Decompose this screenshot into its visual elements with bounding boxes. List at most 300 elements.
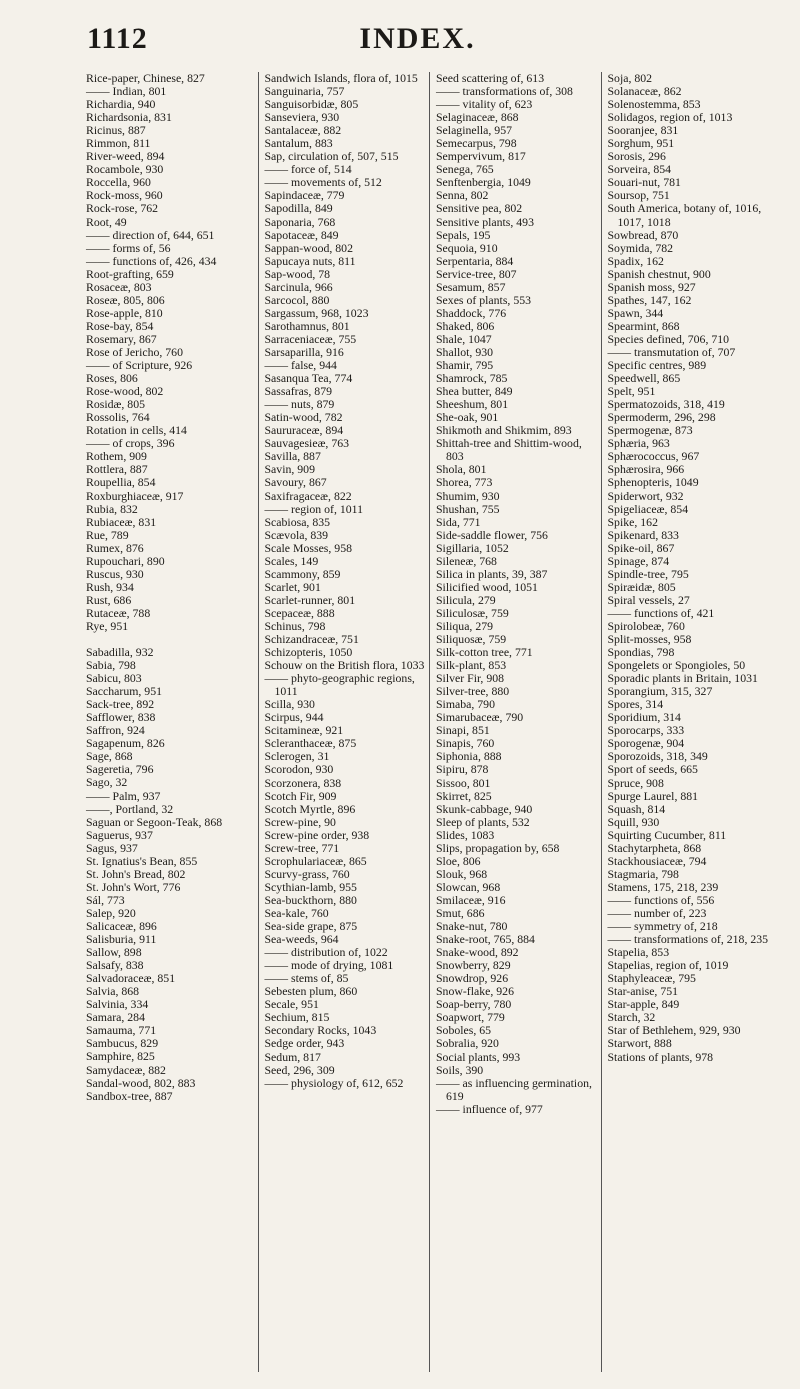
index-entry: —— force of, 514 <box>264 162 352 177</box>
index-entry: Spiræidæ, 805 <box>607 579 676 594</box>
index-entry: Sedge order, 943 <box>264 1036 345 1051</box>
index-entry: —— as influencing germination, 619 <box>436 1075 592 1103</box>
index-entry: Screw-pine order, 938 <box>264 827 370 842</box>
index-entry: —— stems of, 85 <box>264 971 349 986</box>
index-entry: Screw-pine, 90 <box>264 814 336 829</box>
index-entry: Silver Fir, 908 <box>436 671 505 686</box>
index-entry: Roccella, 960 <box>86 175 151 190</box>
index-entry: Rock-moss, 960 <box>86 188 163 203</box>
index-entry: Santalum, 883 <box>264 136 333 151</box>
index-entry: Sago, 32 <box>86 775 128 790</box>
index-entry: She-oak, 901 <box>436 410 499 425</box>
index-entry: Savoury, 867 <box>264 475 327 490</box>
index-entry: Seed, 296, 309 <box>264 1062 335 1077</box>
index-entry: Simarubaceæ, 790 <box>436 710 524 725</box>
index-entry: —— Indian, 801 <box>86 84 167 99</box>
index-entry: Spathes, 147, 162 <box>607 292 692 307</box>
index-entry: Saxifragaceæ, 822 <box>264 488 352 503</box>
index-entry: Sapucaya nuts, 811 <box>264 253 356 268</box>
index-entry: Sarcinula, 966 <box>264 279 333 294</box>
index-entry: Salsafy, 838 <box>86 958 144 973</box>
index-entry: Sporadic plants in Britain, 1031 <box>607 671 758 686</box>
index-entry: Schouw on the British flora, 1033 <box>264 658 425 673</box>
index-entry: Samara, 284 <box>86 1010 145 1025</box>
index-entry: Spermoderm, 296, 298 <box>607 410 716 425</box>
index-entry: Species defined, 706, 710 <box>607 331 730 346</box>
index-entry: Slowcan, 968 <box>436 879 501 894</box>
index-entry: Sargassum, 968, 1023 <box>264 305 369 320</box>
index-entry: —— forms of, 56 <box>86 240 171 255</box>
index-entry: Scitamineæ, 921 <box>264 723 344 738</box>
index-entry: Scævola, 839 <box>264 527 329 542</box>
index-entry: Social plants, 993 <box>436 1049 521 1064</box>
index-entry: Rutaceæ, 788 <box>86 605 151 620</box>
index-entry: —— region of, 1011 <box>264 501 364 516</box>
index-entry: Rosemary, 867 <box>86 331 157 346</box>
index-entry: —— functions of, 556 <box>607 892 715 907</box>
index-entry: —— transformations of, 218, 235 <box>607 932 769 947</box>
index-entry: Silicula, 279 <box>436 592 496 607</box>
index-entry: Sauvagesieæ, 763 <box>264 436 350 451</box>
index-entry: Spiral vessels, 27 <box>607 592 690 607</box>
index-entry: Schizandraceæ, 751 <box>264 632 359 647</box>
index-entry: Scilla, 930 <box>264 697 315 712</box>
index-entry: Secale, 951 <box>264 997 319 1012</box>
index-entry: Rubia, 832 <box>86 501 138 516</box>
index-entry: Rose-wood, 802 <box>86 384 164 399</box>
index-column-2 <box>258 72 430 1372</box>
index-entry: —— phyto-geographic regions, 1011 <box>264 671 415 699</box>
index-entry: —— transmutation of, 707 <box>607 344 736 359</box>
index-column-4 <box>601 72 773 1372</box>
index-entry: Sassafras, 879 <box>264 384 332 399</box>
index-entry: Spongelets or Spongioles, 50 <box>607 658 746 673</box>
index-entry: Skunk-cabbage, 940 <box>436 801 533 816</box>
index-entry: Spores, 314 <box>607 697 664 712</box>
index-entry: Sagus, 937 <box>86 840 138 855</box>
index-entry: Sapindaceæ, 779 <box>264 188 345 203</box>
index-entry: Spawn, 344 <box>607 305 664 320</box>
index-entry: Rust, 686 <box>86 592 132 607</box>
index-entry: Samphire, 825 <box>86 1049 155 1064</box>
index-entry: Selaginella, 957 <box>436 123 513 138</box>
index-entry: Sasanqua Tea, 774 <box>264 371 353 386</box>
index-entry: —— Palm, 937 <box>86 788 161 803</box>
index-entry: Squirting Cucumber, 811 <box>607 827 727 842</box>
index-entry: Siliquosæ, 759 <box>436 632 507 647</box>
index-entry: Sporogenæ, 904 <box>607 736 685 751</box>
index-entry: —— functions of, 426, 434 <box>86 253 217 268</box>
index-entry: Soils, 390 <box>436 1062 484 1077</box>
index-entry: Sphærosira, 966 <box>607 462 685 477</box>
index-entry: Sambucus, 829 <box>86 1036 159 1051</box>
index-entry: Soymida, 782 <box>607 240 674 255</box>
index-entry: Slides, 1083 <box>436 827 495 842</box>
index-entry: Rocambole, 930 <box>86 162 164 177</box>
index-entry: Scythian-lamb, 955 <box>264 879 357 894</box>
index-entry: Squash, 814 <box>607 801 666 816</box>
index-entry: Sowbread, 870 <box>607 227 679 242</box>
index-entry: Rosaceæ, 803 <box>86 279 152 294</box>
index-entry: —— movements of, 512 <box>264 175 382 190</box>
index-entry: Sabia, 798 <box>86 658 136 673</box>
index-entry: Stagmaria, 798 <box>607 866 679 881</box>
index-entry: Sigillaria, 1052 <box>436 540 509 555</box>
index-entry: Sida, 771 <box>436 514 481 529</box>
index-entry: Rose-apple, 810 <box>86 305 163 320</box>
index-entry: Sandwich Islands, flora of, 1015 <box>264 71 418 85</box>
index-entry: Scorodon, 930 <box>264 762 334 777</box>
index-entry: —— nuts, 879 <box>264 397 335 412</box>
index-entry: Sexes of plants, 553 <box>436 292 532 307</box>
index-entry: Sphenopteris, 1049 <box>607 475 699 490</box>
index-entry: Spearmint, 868 <box>607 318 680 333</box>
index-entry: Snake-wood, 892 <box>436 945 519 960</box>
running-title: INDEX. <box>359 22 476 55</box>
index-entry: Roses, 806 <box>86 371 138 386</box>
index-entry: Sabicu, 803 <box>86 671 142 686</box>
index-entry: Senna, 802 <box>436 188 489 203</box>
index-entry: Soapwort, 779 <box>436 1010 505 1025</box>
index-entry: Seed scattering of, 613 <box>436 71 545 85</box>
index-entry: Rosidæ, 805 <box>86 397 145 412</box>
index-entry: Rice-paper, Chinese, 827 <box>86 71 205 85</box>
index-entry: Scarlet, 901 <box>264 579 321 594</box>
index-entry: Rottlera, 887 <box>86 462 148 477</box>
index-entry: Richardia, 940 <box>86 97 156 112</box>
index-entry: Solanaceæ, 862 <box>607 84 682 99</box>
index-entry: Sanseviera, 930 <box>264 110 340 125</box>
index-entry: Rossolis, 764 <box>86 410 150 425</box>
index-entry: Savilla, 887 <box>264 449 321 464</box>
index-entry: Scammony, 859 <box>264 566 341 581</box>
index-entry: Sap-wood, 78 <box>264 266 331 281</box>
index-entry: Rotation in cells, 414 <box>86 423 187 438</box>
index-entry: Shikmoth and Shikmim, 893 <box>436 423 572 438</box>
index-entry: Stations of plants, 978 <box>607 1049 714 1064</box>
index-entry: Sesamum, 857 <box>436 279 506 294</box>
index-entry: Sál, 773 <box>86 892 125 907</box>
index-entry: Smilaceæ, 916 <box>436 892 506 907</box>
index-entry: Sporidium, 314 <box>607 710 681 725</box>
index-entry: Stapelia, 853 <box>607 945 670 960</box>
page-number: 1112 <box>87 22 148 55</box>
index-entry: Solenostemma, 853 <box>607 97 701 112</box>
index-entry: Sea-side grape, 875 <box>264 919 358 934</box>
index-entry: Souari-nut, 781 <box>607 175 681 190</box>
index-entry: Scales, 149 <box>264 553 319 568</box>
index-entry: Spigeliaceæ, 854 <box>607 501 689 516</box>
index-entry: Speedwell, 865 <box>607 371 681 386</box>
index-entry: Sack-tree, 892 <box>86 697 155 712</box>
index-entry: —— influence of, 977 <box>436 1101 543 1116</box>
index-entry: Sage, 868 <box>86 749 133 764</box>
index-entry: Soboles, 65 <box>436 1023 492 1038</box>
index-entry: Root-grafting, 659 <box>86 266 174 281</box>
index-entry: Stamens, 175, 218, 239 <box>607 879 719 894</box>
index-entry: Sensitive pea, 802 <box>436 201 523 216</box>
index-entry: River-weed, 894 <box>86 149 165 164</box>
index-entry: —— functions of, 421 <box>607 605 715 620</box>
index-entry: Siliqua, 279 <box>436 618 494 633</box>
index-entry: Sissoo, 801 <box>436 775 491 790</box>
index-entry: Samydaceæ, 882 <box>86 1062 166 1077</box>
index-entry: Rose-bay, 854 <box>86 318 154 333</box>
index-entry: Sap, circulation of, 507, 515 <box>264 149 399 164</box>
index-entry: Shaddock, 776 <box>436 305 507 320</box>
index-entry: Salisburia, 911 <box>86 932 157 947</box>
index-entry: —— symmetry of, 218 <box>607 919 718 934</box>
index-entry: Shale, 1047 <box>436 331 492 346</box>
index-entry: Saccharum, 951 <box>86 684 163 699</box>
index-entry: Sinapi, 851 <box>436 723 490 738</box>
index-column-1 <box>86 72 258 1372</box>
index-entry: Salicaceæ, 896 <box>86 919 157 933</box>
index-entry: Salep, 920 <box>86 905 136 920</box>
index-entry: St. John's Wort, 776 <box>86 879 181 894</box>
index-entry: Rumex, 876 <box>86 540 144 555</box>
index-entry: —— false, 944 <box>264 358 337 373</box>
index-entry: —— direction of, 644, 651 <box>86 227 215 242</box>
index-entry: Sanguinaria, 757 <box>264 84 345 99</box>
index-entry: Starch, 32 <box>607 1010 656 1025</box>
index-entry: Sea-weeds, 964 <box>264 932 339 947</box>
index-entry: Sechium, 815 <box>264 1010 330 1025</box>
index-entry: Shittah-tree and Shittim-wood, 803 <box>436 436 582 464</box>
index-entry: Ruscus, 930 <box>86 566 144 581</box>
index-entry: Saururaceæ, 894 <box>264 423 344 438</box>
index-entry: Silk-plant, 853 <box>436 658 507 673</box>
index-entry: Soja, 802 <box>607 71 653 85</box>
index-entry: Scepaceæ, 888 <box>264 605 335 620</box>
index-entry: Service-tree, 807 <box>436 266 517 281</box>
index-entry: Rubiaceæ, 831 <box>86 514 157 529</box>
index-entry: Shaked, 806 <box>436 318 495 333</box>
index-entry: Sloe, 806 <box>436 853 481 868</box>
index-entry: Spermatozoids, 318, 419 <box>607 397 725 412</box>
index-entry: Sporozoids, 318, 349 <box>607 749 708 764</box>
index-entry: Rothem, 909 <box>86 449 147 464</box>
index-entry: Sphærococcus, 967 <box>607 449 700 464</box>
index-entry: Split-mosses, 958 <box>607 632 692 647</box>
index-entry: Siliculosæ, 759 <box>436 605 509 620</box>
index-entry: Scurvy-grass, 760 <box>264 866 350 881</box>
index-entry: Spruce, 908 <box>607 775 664 790</box>
index-entry: Sinapis, 760 <box>436 736 495 751</box>
index-entry: Specific centres, 989 <box>607 358 707 373</box>
index-entry: Shamrock, 785 <box>436 371 508 386</box>
index-entry: —— mode of drying, 1081 <box>264 958 394 973</box>
index-entry: Spinage, 874 <box>607 553 670 568</box>
index-entry: Sarsaparilla, 916 <box>264 344 344 359</box>
index-entry: Sea-buckthorn, 880 <box>264 892 357 907</box>
index-column-3 <box>429 72 601 1372</box>
index-entry: —— of Scripture, 926 <box>86 358 193 373</box>
index-entry: Serpentaria, 884 <box>436 253 514 268</box>
index-entry: Sleep of plants, 532 <box>436 814 530 829</box>
index-entry: Spindle-tree, 795 <box>607 566 689 581</box>
index-entry: —— physiology of, 612, 652 <box>264 1075 404 1090</box>
index-entry: St. Ignatius's Bean, 855 <box>86 853 198 868</box>
index-entry: Shumim, 930 <box>436 488 500 503</box>
index-entry: Rock-rose, 762 <box>86 201 159 216</box>
index-entry: Rush, 934 <box>86 579 134 594</box>
index-entry: Richardsonia, 831 <box>86 110 172 125</box>
index-entry: Silk-cotton tree, 771 <box>436 645 533 660</box>
index-entry: Star of Bethlehem, 929, 930 <box>607 1023 741 1038</box>
index-entry: Sandbox-tree, 887 <box>86 1088 173 1103</box>
index-entry: Sagapenum, 826 <box>86 736 165 751</box>
index-entry: Snowberry, 829 <box>436 958 511 973</box>
index-entry: Silica in plants, 39, 387 <box>436 566 548 581</box>
index-entry: Sepals, 195 <box>436 227 491 242</box>
index-entry: Sea-kale, 760 <box>264 906 329 920</box>
index-entry: Spelt, 951 <box>607 384 656 399</box>
index-entry: Salvia, 868 <box>86 984 140 999</box>
index-entry: Siphonia, 888 <box>436 749 502 764</box>
index-entry: Saffron, 924 <box>86 723 145 738</box>
index-entry: Sphæria, 963 <box>607 436 670 451</box>
index-entry: Sporocarps, 333 <box>607 723 685 738</box>
index-entry: Star-apple, 849 <box>607 997 680 1012</box>
index-entry: ——, Portland, 32 <box>86 801 174 816</box>
index-entry: Sanguisorbidæ, 805 <box>264 97 359 112</box>
index-entry: Spanish moss, 927 <box>607 279 696 294</box>
index-entry: Satin-wood, 782 <box>264 410 343 425</box>
index-entry: Sandal-wood, 802, 883 <box>86 1075 196 1090</box>
index-entry: Rue, 789 <box>86 527 129 542</box>
index-entry: Roxburghiaceæ, 917 <box>86 488 184 503</box>
index-entry: Safflower, 838 <box>86 710 156 725</box>
index-entry: Spike, 162 <box>607 514 658 529</box>
index-entry: Sport of seeds, 665 <box>607 762 698 777</box>
index-entry: Scotch Myrtle, 896 <box>264 801 356 816</box>
index-entry: Soap-berry, 780 <box>436 997 512 1012</box>
index-entry: Soursop, 751 <box>607 188 670 203</box>
index-entry: Shamir, 795 <box>436 358 494 373</box>
index-entry: Sheeshum, 801 <box>436 397 509 412</box>
index-entry: St. John's Bread, 802 <box>86 866 186 881</box>
index-entry: Sorosis, 296 <box>607 149 666 164</box>
index-entry: Solidagos, region of, 1013 <box>607 110 733 125</box>
index-entry: Samauma, 771 <box>86 1023 157 1038</box>
index-entry: Screw-tree, 771 <box>264 840 340 855</box>
index-entry: Rose of Jericho, 760 <box>86 344 183 359</box>
index-entry: —— distribution of, 1022 <box>264 945 388 960</box>
index-entry: Stackhousiaceæ, 794 <box>607 853 707 868</box>
page-header <box>75 22 760 62</box>
index-entry: Spikenard, 833 <box>607 527 679 542</box>
index-entry: Staphyleaceæ, 795 <box>607 971 696 986</box>
index-entry: Sooranjee, 831 <box>607 123 679 138</box>
index-entry: Sarcocol, 880 <box>264 292 330 307</box>
index-entry: Sapodilla, 849 <box>264 201 333 216</box>
index-entry: Scabiosa, 835 <box>264 514 331 529</box>
index-entry: Savin, 909 <box>264 462 315 477</box>
index-entry: Sorveira, 854 <box>607 162 672 177</box>
index-entry: Star-anise, 751 <box>607 984 679 999</box>
index-entry: Spiderwort, 932 <box>607 488 684 503</box>
index-entry: Sedum, 817 <box>264 1049 321 1064</box>
index-entry: Semecarpus, 798 <box>436 136 517 151</box>
index-entry: Spermogenæ, 873 <box>607 423 693 438</box>
index-entry: —— vitality of, 623 <box>436 97 533 112</box>
index-entry: Spanish chestnut, 900 <box>607 266 711 281</box>
index-entry: Salvinia, 334 <box>86 997 149 1012</box>
index-entry: Senega, 765 <box>436 162 494 177</box>
index-entry: Scrophulariaceæ, 865 <box>264 853 367 868</box>
index-entry: Sabadilla, 932 <box>86 645 154 660</box>
index-entry: Squill, 930 <box>607 814 660 829</box>
index-columns <box>86 72 772 1372</box>
index-entry: Skirret, 825 <box>436 788 492 803</box>
index-entry: Secondary Rocks, 1043 <box>264 1023 377 1038</box>
index-entry: Scotch Fir, 909 <box>264 788 337 803</box>
index-entry: Spondias, 798 <box>607 645 675 660</box>
index-entry: Smut, 686 <box>436 906 485 920</box>
index-entry: Sarraceniaceæ, 755 <box>264 331 357 346</box>
index-entry: Ricinus, 887 <box>86 123 146 138</box>
index-entry: Selaginaceæ, 868 <box>436 110 519 125</box>
index-entry: Silver-tree, 880 <box>436 684 510 699</box>
index-entry: Sileneæ, 768 <box>436 553 497 568</box>
index-entry: Scale Mosses, 958 <box>264 540 352 555</box>
index-entry: Spurge Laurel, 881 <box>607 788 699 803</box>
index-entry: South America, botany of, 1016, 1017, 1018 <box>607 201 762 229</box>
index-entry: Stapelias, region of, 1019 <box>607 958 729 973</box>
index-entry: Sageretia, 796 <box>86 762 154 777</box>
index-entry: Scarlet-runner, 801 <box>264 592 356 607</box>
index-entry: Snowdrop, 926 <box>436 971 509 986</box>
index-entry: Scirpus, 944 <box>264 710 324 725</box>
index-entry: Schizopteris, 1050 <box>264 645 353 660</box>
index-entry: Santalaceæ, 882 <box>264 123 342 138</box>
index-entry: Snow-flake, 926 <box>436 984 514 999</box>
index-entry: —— transformations of, 308 <box>436 84 573 99</box>
index-entry: Simaba, 790 <box>436 697 495 712</box>
index-entry: Silicified wood, 1051 <box>436 579 538 594</box>
index-entry: Spadix, 162 <box>607 253 664 268</box>
index-entry: Shea butter, 849 <box>436 384 513 399</box>
index-entry: Spike-oil, 867 <box>607 540 675 555</box>
index-entry: Side-saddle flower, 756 <box>436 527 548 542</box>
index-entry: Sarothamnus, 801 <box>264 318 350 333</box>
index-entry: Sipiru, 878 <box>436 762 489 777</box>
index-entry: Sallow, 898 <box>86 945 142 960</box>
index-entry: Schinus, 798 <box>264 618 326 633</box>
index-entry: Sapotaceæ, 849 <box>264 227 339 242</box>
index-entry: Snake-nut, 780 <box>436 919 508 934</box>
index-entry: Scorzonera, 838 <box>264 775 342 790</box>
index-entry: Snake-root, 765, 884 <box>436 932 535 947</box>
index-entry: Saguerus, 937 <box>86 827 153 842</box>
index-entry: Scleranthaceæ, 875 <box>264 736 357 751</box>
index-entry: Senftenbergia, 1049 <box>436 175 531 190</box>
index-entry: Slouk, 968 <box>436 866 488 881</box>
index-entry: Saponaria, 768 <box>264 214 336 229</box>
index-entry: Sequoia, 910 <box>436 240 498 255</box>
index-entry: Spirolobeæ, 760 <box>607 618 685 633</box>
index-entry: Sclerogen, 31 <box>264 749 330 764</box>
index-entry: Sporangium, 315, 327 <box>607 684 713 699</box>
index-entry: Shorea, 773 <box>436 475 493 490</box>
index-entry: Sobralia, 920 <box>436 1036 499 1051</box>
index-entry: Saguan or Segoon-Teak, 868 <box>86 814 223 829</box>
index-entry: Rimmon, 811 <box>86 136 151 151</box>
index-entry: Rye, 951 <box>86 618 129 633</box>
index-entry: Stachytarpheta, 868 <box>607 840 702 855</box>
index-entry: Rupouchari, 890 <box>86 553 165 568</box>
